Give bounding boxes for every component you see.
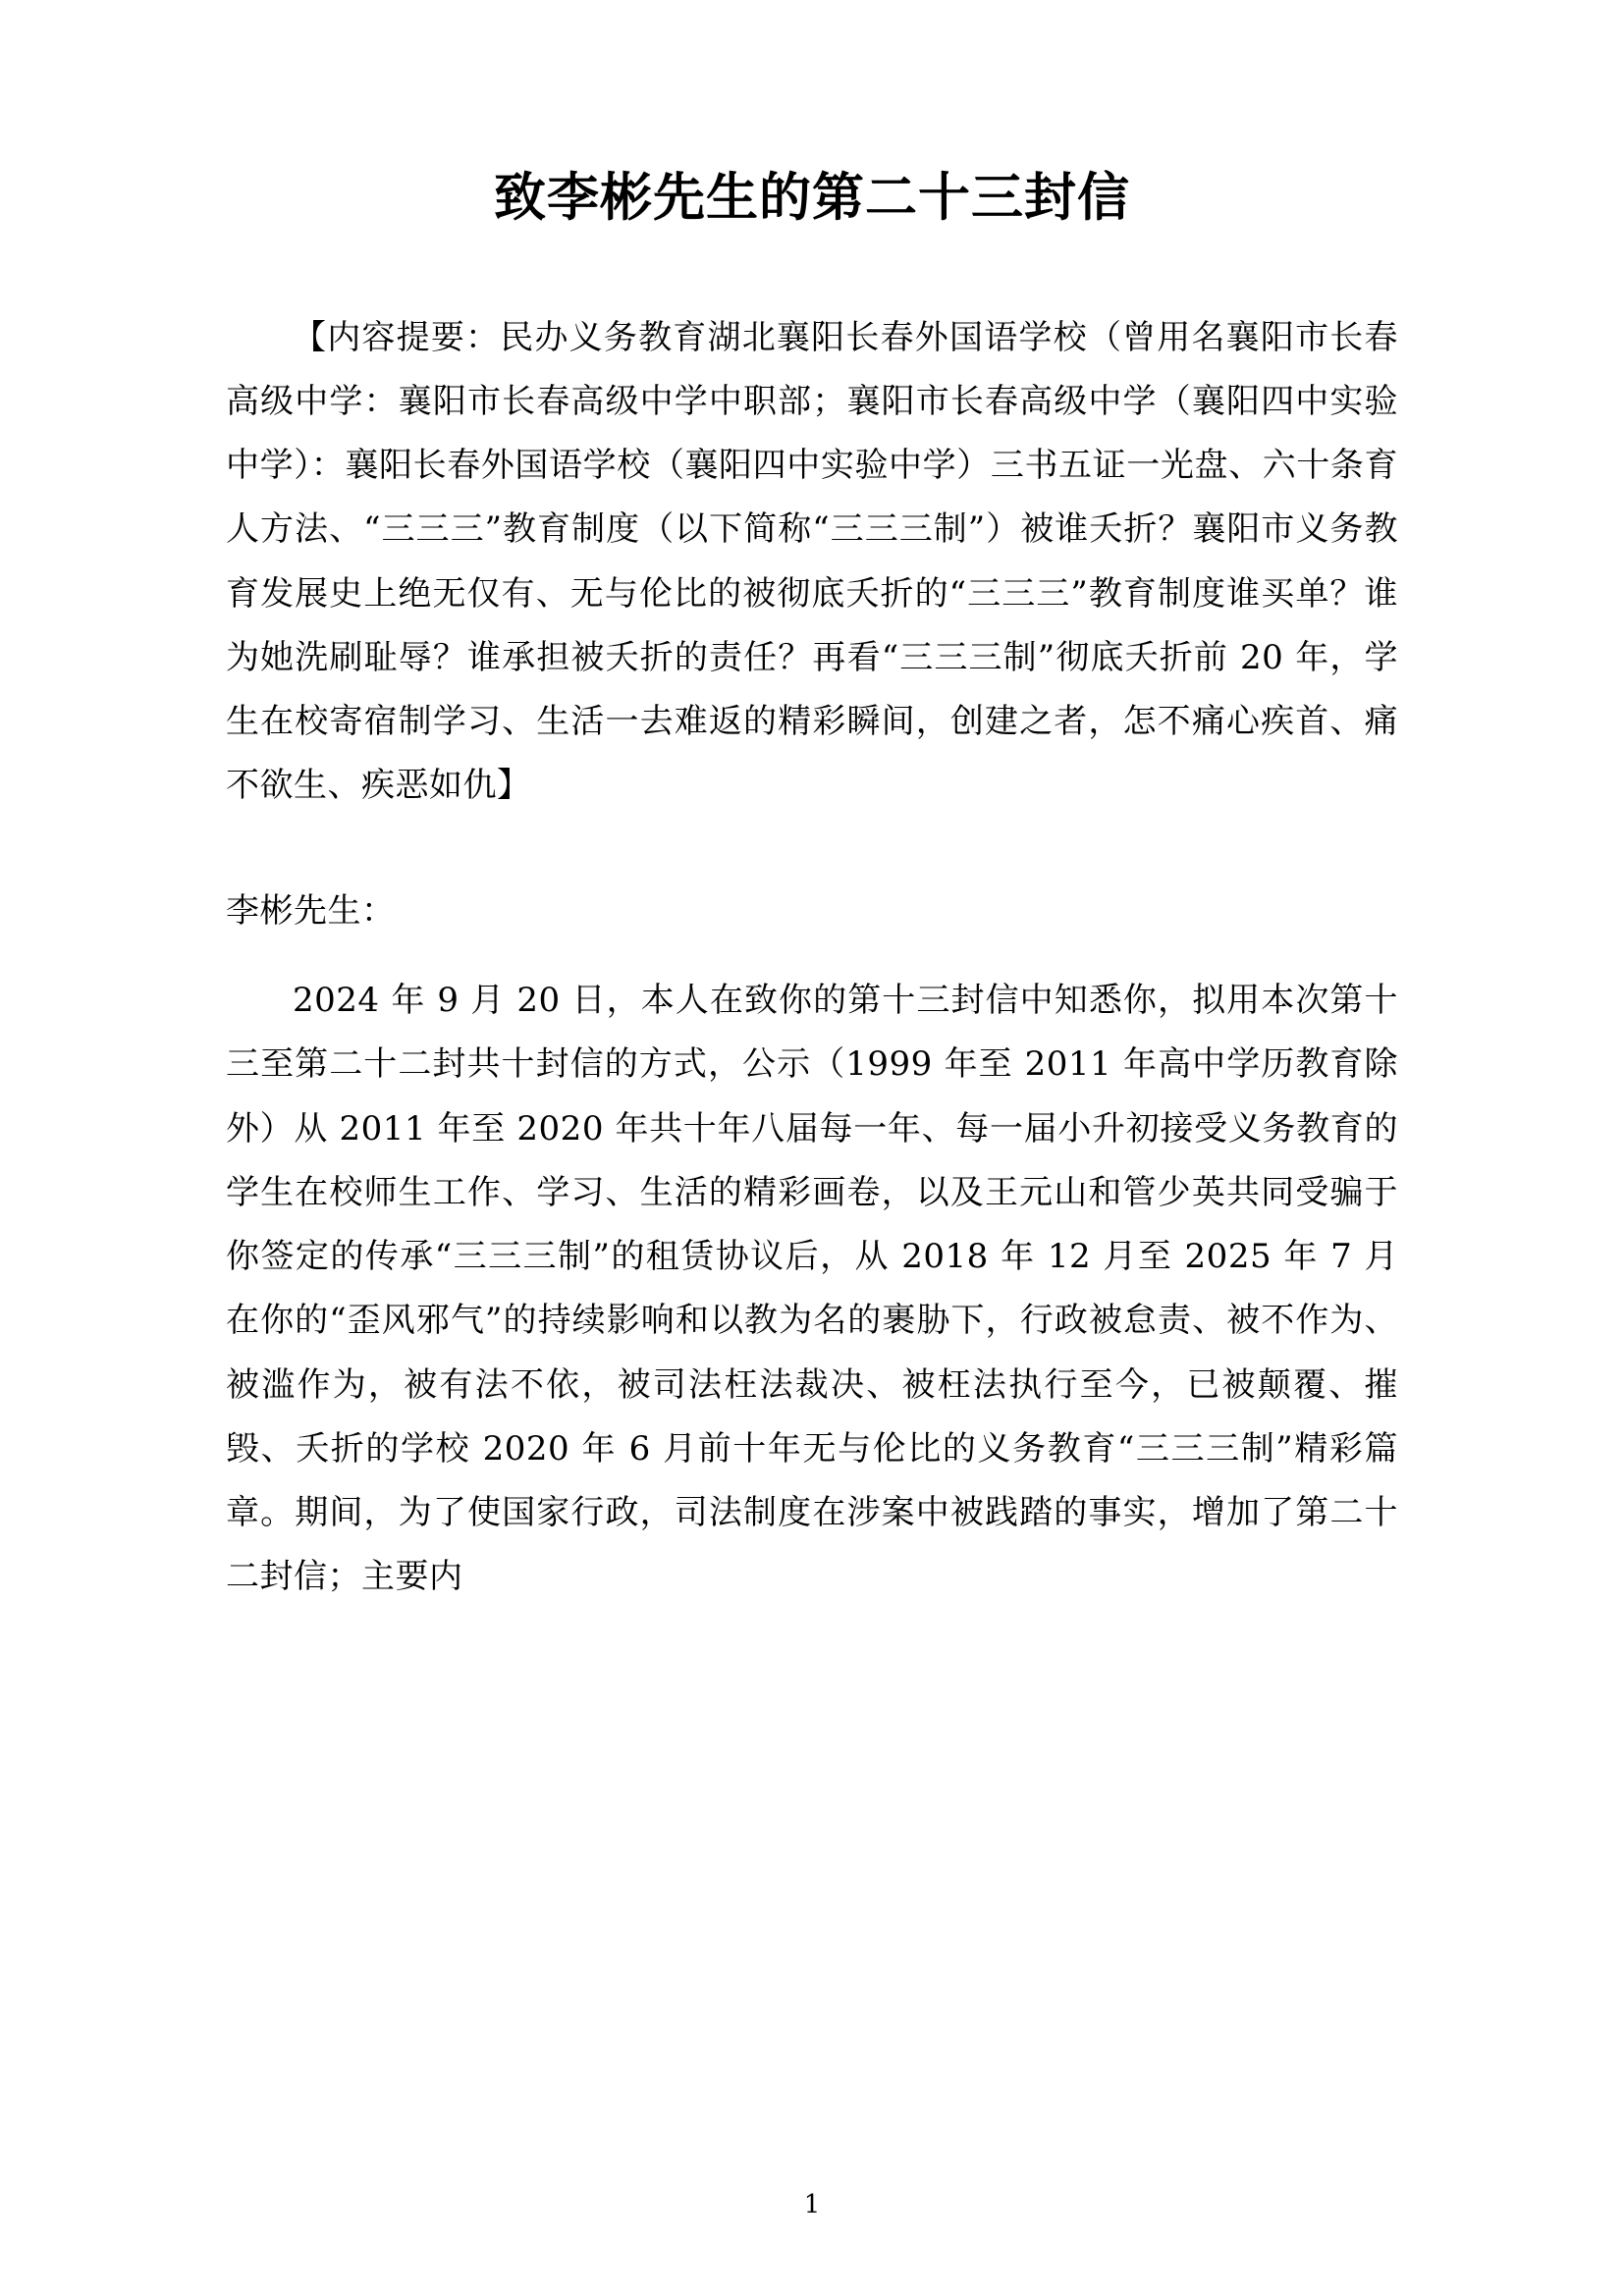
- salutation: 李彬先生：: [226, 890, 396, 931]
- summary-paragraph: 【内容提要：民办义务教育湖北襄阳长春外国语学校（曾用名襄阳市长春高级中学：襄阳市长春高级中学中职部；襄阳市长春高级中学（襄阳四中实验中学）：襄阳长春外国语学校（襄阳四中实验中学）三书五证一光盘、六十条育人方法、“三三三”教育制度（以下简称“三三三制”）被谁夭折？襄阳市义务教育发展史上绝无仅有、无与伦比的被彻底夭折的“三三三”教育制度谁买单？谁为她洗刷耻辱？谁承担被夭折的责任？再看“三三三制”彻底夭折前 20 年，学生在校寄宿制学习、生活一去难返的精彩瞬间，创建之者，怎不痛心疾首、痛不欲生、疾恶如仇】: [226, 317, 1398, 806]
- page-title: 致李彬先生的第二十三封信: [494, 168, 1130, 228]
- paragraph-spacer: [226, 844, 1398, 880]
- main-paragraph: 2024 年 9 月 20 日，本人在致你的第十三封信中知悉你，拟用本次第十三至第二十二封共十封信的方式，公示（1999 年至 2011 年高中学历教育除外）从 2011 年至 2020 年共十年八届每一年、每一届小升初接受义务教育的学生在校师生工作、学习、生活的精彩画卷，以及王元山和管少英共同受骗于你签定的传承“三三三制”的租赁协议后，从 2018 年 12 月至 2025 年 7 月在你的“歪风邪气”的持续影响和以教为名的裹胁下，行政被怠责、被不作为、被滥作为，被有法不依，被司法枉法裁决、被枉法执行至今，已被颠覆、摧毁、夭折的学校 2020 年 6 月前十年无与伦比的义务教育“三三三制”精彩篇章。期间，为了使国家行政，司法制度在涉案中被践踏的事实，增加了第二十二封信；主要内: [226, 980, 1398, 1597]
- page-number: 1: [803, 2190, 821, 2219]
